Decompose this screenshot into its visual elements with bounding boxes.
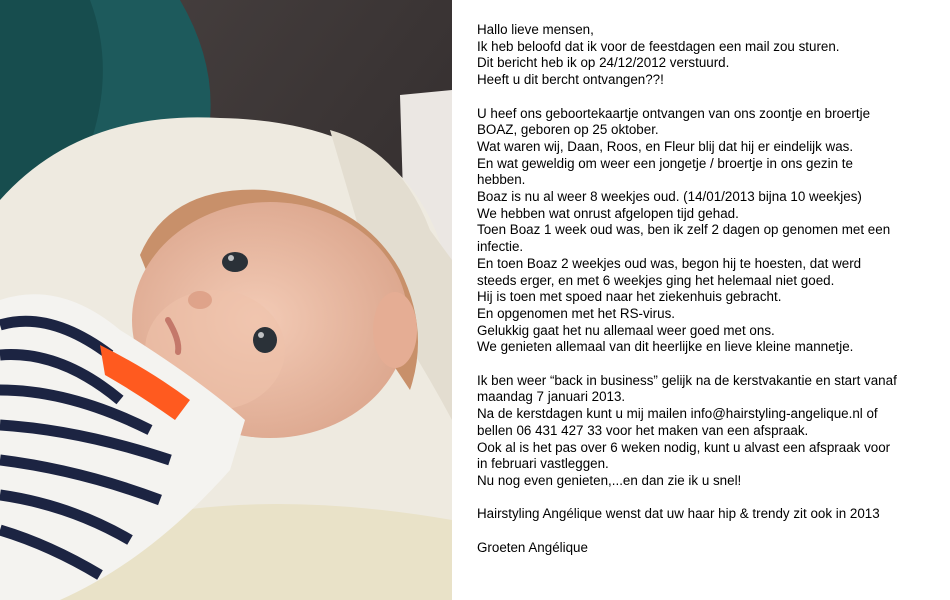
closing-line: Groeten Angélique xyxy=(477,539,588,555)
letter-line: Hij is toen met spoed naar het ziekenhuis gebracht. xyxy=(477,289,782,305)
letter-line: We genieten allemaal van dit heerlijke en lieve kleine mannetje. xyxy=(477,339,854,355)
letter-line: En opgenomen met het RS-virus. xyxy=(477,305,675,321)
right-eye xyxy=(253,327,277,353)
letter-line: En toen Boaz 2 weekjes oud was, begon hij te hoesten, dat werd xyxy=(477,255,862,271)
greeting-block xyxy=(477,22,939,89)
letter-line: Boaz is nu al weer 8 weekjes oud. (14/01/2013 bijna 10 weekjes) xyxy=(477,189,862,205)
letter-line: Na de kerstdagen kunt u mij mailen info@hairstyling-angelique.nl of xyxy=(477,406,878,422)
letter-line: We hebben wat onrust afgelopen tijd gehad. xyxy=(477,205,739,221)
letter-line: BOAZ, geboren op 25 oktober. xyxy=(477,122,659,138)
letter-line: maandag 7 januari 2013. xyxy=(477,389,626,405)
letter-line: Ik heb beloofd dat ik voor de feestdagen een mail zou sturen. xyxy=(477,38,840,54)
ear xyxy=(373,292,417,368)
letter-line: Ook al is het pas over 6 weken nodig, kunt u alvast een afspraak voor xyxy=(477,439,891,455)
letter-line: Wat waren wij, Daan, Roos, en Fleur blij dat hij er eindelijk was. xyxy=(477,138,854,154)
story-block xyxy=(477,106,939,357)
letter-line: Dit bericht heb ik op 24/12/2012 verstuurd. xyxy=(477,55,730,71)
baby-photo-illustration xyxy=(0,0,452,600)
baby-photo xyxy=(0,0,452,600)
letter-line: En wat geweldig om weer een jongetje / broertje in ons gezin te xyxy=(477,155,853,171)
letter-line: bellen 06 431 427 33 voor het maken van een afspraak. xyxy=(477,422,809,438)
letter-line: steeds erger, en met 6 weekjes ging het helemaal niet goed. xyxy=(477,272,835,288)
letter-line: Heeft u dit bercht ontvangen??! xyxy=(477,72,664,88)
letter-line: infectie. xyxy=(477,239,524,255)
letter-line: Hallo lieve mensen, xyxy=(477,22,594,37)
business-block xyxy=(477,373,939,490)
nose xyxy=(188,291,212,309)
letter-line: hebben. xyxy=(477,172,526,188)
letter-line: Toen Boaz 1 week oud was, ben ik zelf 2 dagen op genomen met een xyxy=(477,222,891,238)
letter-line: Nu nog even genieten,...en dan zie ik u snel! xyxy=(477,472,742,488)
left-eye xyxy=(222,252,248,272)
letter-line: in februari vastleggen. xyxy=(477,456,609,472)
letter-line: Ik ben weer “back in business” gelijk na de kerstvakantie en start vanaf xyxy=(477,372,897,388)
letter-line: Gelukkig gaat het nu allemaal weer goed met ons. xyxy=(477,322,775,338)
letter-text xyxy=(477,22,939,556)
letter-line: U heef ons geboortekaartje ontvangen van ons zoontje en broertje xyxy=(477,105,871,121)
wish-line: Hairstyling Angélique wenst dat uw haar hip & trendy zit ook in 2013 xyxy=(477,506,880,522)
